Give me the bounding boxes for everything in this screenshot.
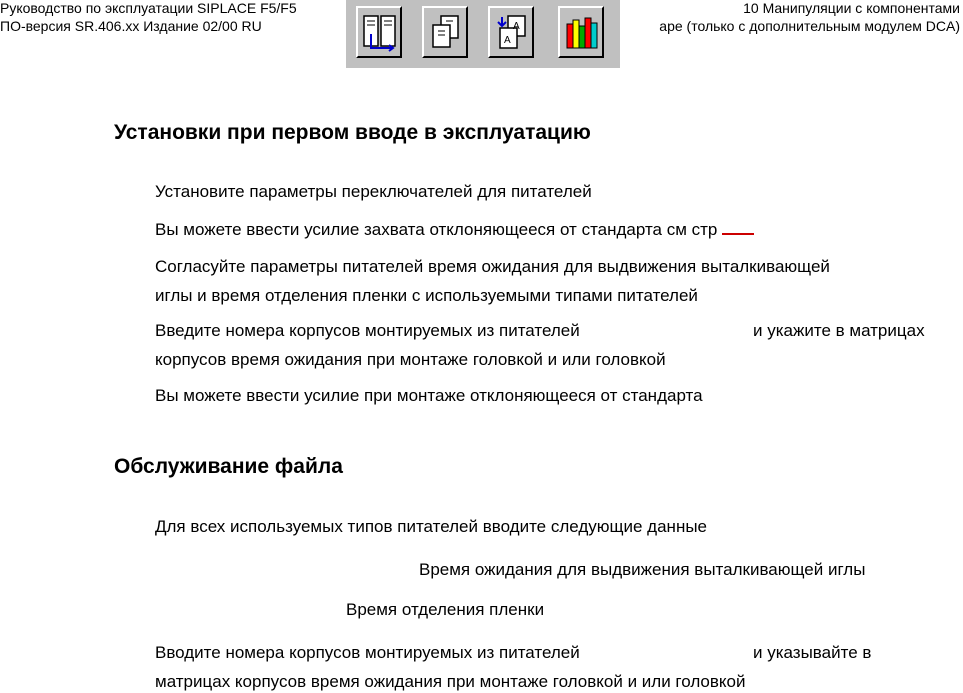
two-pages-button[interactable] — [422, 6, 468, 58]
list-item-sub: Время ожидания для выдвижения выталкивающей иглы — [419, 560, 866, 579]
document-search-button[interactable] — [488, 6, 534, 58]
section-heading-initial-setup: Установки при первом вводе в эксплуатацию — [114, 121, 591, 144]
list-item: Введите номера корпусов монтируемых из питателей — [155, 321, 580, 340]
list-item-text: Вы можете ввести усилие захвата отклоняющееся от стандарта см стр — [155, 220, 718, 239]
list-item-sub: Время отделения пленки — [346, 600, 545, 619]
list-item: Согласуйте параметры питателей время ожидания для выдвижения выталкивающей — [155, 257, 830, 276]
svg-text:A: A — [513, 21, 520, 32]
list-item-continuation: корпусов время ожидания при монтаже головкой и или головкой — [155, 350, 666, 369]
list-item: Вы можете ввести усилие при монтаже отклоняющееся от стандарта — [155, 386, 703, 405]
header-left-line1: Руководство по эксплуатации SIPLACE F5/F5 — [0, 0, 297, 16]
books-library-button[interactable] — [558, 6, 604, 58]
page-layout-icon — [362, 14, 398, 52]
header-left-line2: ПО-версия SR.406.xx Издание 02/00 RU — [0, 18, 262, 34]
svg-text:A: A — [504, 35, 511, 46]
list-item-continuation: матрицах корпусов время ожидания при монтаже головкой и или головкой — [155, 672, 746, 691]
list-item-fragment: и указывайте в — [753, 643, 872, 662]
document-search-icon — [494, 14, 530, 52]
header-right-line2: аре (только с дополнительным модулем DCA) — [659, 18, 960, 34]
section-heading-file-maintenance: Обслуживание файла — [114, 455, 343, 478]
page-layout-button[interactable] — [356, 6, 402, 58]
header-right-line1: 10 Манипуляции с компонентами — [743, 0, 960, 16]
list-item-fragment: и укажите в матрицах — [753, 321, 925, 340]
two-pages-icon — [428, 14, 464, 52]
list-item: Для всех используемых типов питателей вводите следующие данные — [155, 517, 708, 536]
list-item — [155, 219, 754, 240]
navigation-toolbar — [346, 0, 620, 68]
list-item: Установите параметры переключателей для питателей — [155, 182, 592, 201]
page-reference-link[interactable] — [722, 219, 754, 235]
books-library-icon — [564, 14, 600, 52]
list-item: Вводите номера корпусов монтируемых из питателей — [155, 643, 580, 662]
list-item-continuation: иглы и время отделения пленки с используемыми типами питателей — [155, 286, 698, 305]
